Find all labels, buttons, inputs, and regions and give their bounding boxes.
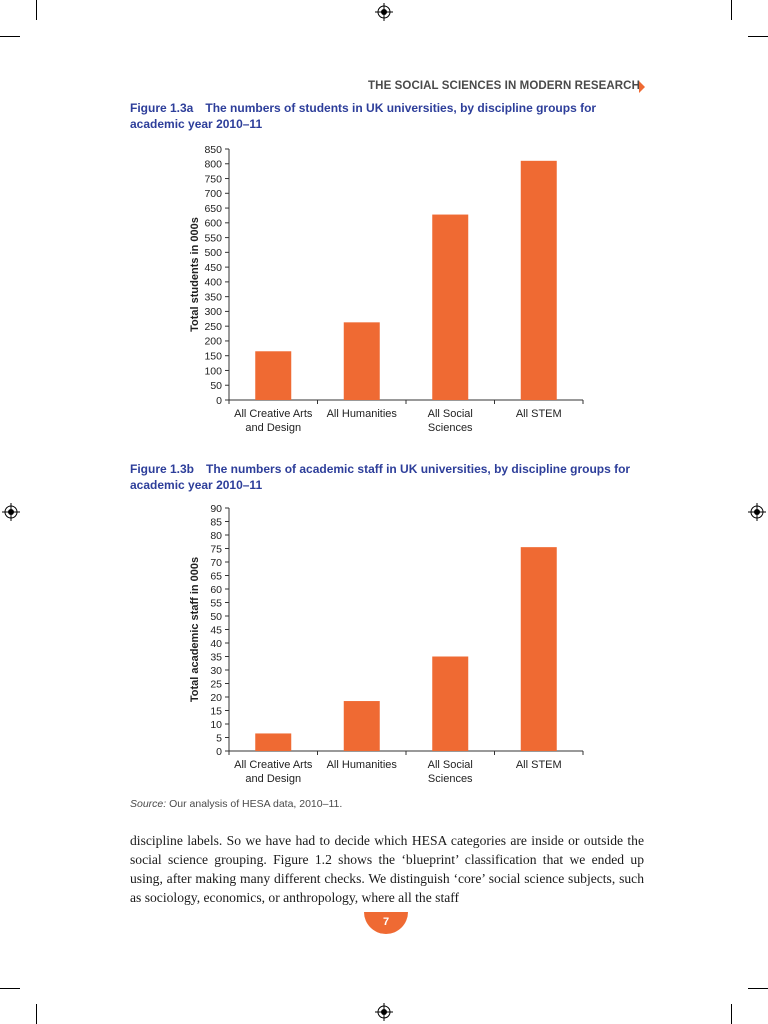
bar-3 [521,547,557,751]
y-tick-label: 550 [204,232,222,245]
x-category-label: All Social [427,759,473,771]
source-text: Our analysis of HESA data, 2010–11. [166,798,343,810]
students-bar-chart [0,140,768,440]
registration-mark-icon [375,1003,393,1021]
y-tick-label: 0 [216,745,222,758]
y-tick-label: 75 [210,543,222,556]
crop-mark [748,36,768,37]
bar-2 [432,215,468,400]
x-category-label: and Design [245,773,302,785]
y-tick-label: 350 [204,291,222,304]
figure-b-number: Figure 1.3b [130,462,195,476]
y-tick-label: 600 [204,217,222,230]
y-tick-label: 800 [204,158,222,171]
bar-0 [255,733,291,751]
y-tick-label: 750 [204,173,222,186]
y-tick-label: 150 [204,350,222,363]
y-tick-label: 35 [210,651,222,664]
figure-b-caption [130,461,650,493]
y-tick-label: 70 [210,556,222,569]
y-tick-label: 20 [210,691,222,704]
y-tick-label: 25 [210,678,222,691]
y-tick-label: 5 [216,732,222,745]
y-tick-label: 850 [204,143,222,156]
bar-1 [344,322,380,400]
crop-mark [731,1004,732,1024]
figure-a-number: Figure 1.3a [130,101,194,115]
source-label: Source: [130,798,167,810]
y-tick-label: 65 [210,570,222,583]
bar-3 [521,161,557,400]
y-tick-label: 650 [204,202,222,215]
y-tick-label: 450 [204,261,222,274]
x-category-label: All Humanities [326,408,397,420]
bar-0 [255,351,291,400]
bar-1 [344,701,380,751]
y-tick-label: 40 [210,637,222,650]
y-tick-label: 200 [204,335,222,348]
bar-2 [432,657,468,752]
figure-a-title: The numbers of students in UK universities, by discipline groups for academic year 2010–11 [130,101,597,131]
y-tick-label: 10 [210,718,222,731]
source-note [130,798,342,810]
x-category-label: Sciences [427,773,473,785]
registration-mark-icon [375,3,393,21]
page-number: 7 [364,912,408,934]
crop-mark [0,988,20,989]
y-tick-label: 300 [204,306,222,319]
y-tick-label: 100 [204,365,222,378]
y-tick-label: 60 [210,583,222,596]
x-category-label: All Creative Arts [234,408,313,420]
y-tick-label: 0 [216,394,222,407]
y-tick-label: 400 [204,276,222,289]
y-tick-label: 90 [210,502,222,515]
crop-mark [748,988,768,989]
body-paragraph: discipline labels. So we have had to decide which HESA categories are inside or outside the social science grouping. Figure 1.2 shows the ‘blueprint’ classification that we ended up using, after making many different checks. We distinguish ‘core’ social science subjects, such as sociology, economics, or anthropology, where all the staff [130,833,644,905]
y-tick-label: 85 [210,516,222,529]
x-category-label: All STEM [515,759,562,771]
y-tick-label: 500 [204,247,222,260]
y-tick-label: 45 [210,624,222,637]
y-tick-label: 15 [210,705,222,718]
x-category-label: All Social [427,408,473,420]
staff-bar-chart [0,500,768,800]
y-axis-title: Total academic staff in 000s [189,556,201,703]
x-category-label: Sciences [427,422,473,434]
y-tick-label: 30 [210,664,222,677]
running-head-arrow-icon [639,81,645,93]
y-tick-label: 55 [210,597,222,610]
y-tick-label: 80 [210,529,222,542]
y-tick-label: 700 [204,188,222,201]
x-category-label: and Design [245,422,302,434]
x-category-label: All Humanities [326,759,397,771]
x-category-label: All Creative Arts [234,759,313,771]
crop-mark [36,0,37,20]
y-tick-label: 250 [204,320,222,333]
y-tick-label: 50 [210,610,222,623]
y-axis-title: Total students in 000s [189,217,201,332]
figure-b-title: The numbers of academic staff in UK universities, by discipline groups for academic year 2010–11 [130,462,631,492]
crop-mark [36,1004,37,1024]
y-tick-label: 50 [210,380,222,393]
figure-a-caption [130,100,650,132]
x-category-label: All STEM [515,408,562,420]
running-head: THE SOCIAL SCIENCES IN MODERN RESEARCH [368,80,640,92]
crop-mark [731,0,732,20]
crop-mark [0,36,20,37]
